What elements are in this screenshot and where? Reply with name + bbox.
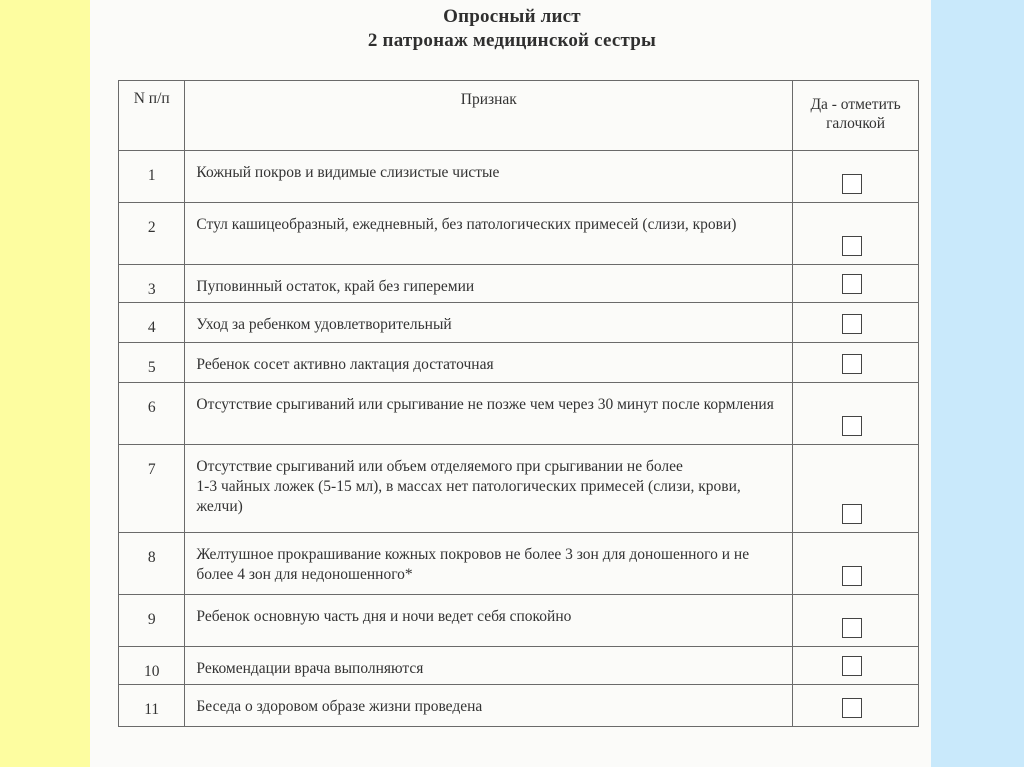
yes-checkbox[interactable] bbox=[842, 618, 862, 638]
row-mark-cell bbox=[793, 383, 919, 445]
row-number: 8 bbox=[119, 533, 185, 595]
header-number bbox=[119, 81, 185, 151]
row-mark-cell bbox=[793, 647, 919, 685]
row-number: 9 bbox=[119, 595, 185, 647]
row-number: 1 bbox=[119, 151, 185, 203]
row-criterion-text: Уход за ребенком удовлетворительный bbox=[185, 303, 793, 343]
header-mark bbox=[793, 81, 919, 151]
yes-checkbox[interactable] bbox=[842, 504, 862, 524]
form-title: Опросный лист bbox=[443, 6, 581, 27]
row-mark-cell bbox=[793, 151, 919, 203]
table-row bbox=[119, 151, 919, 203]
table-row bbox=[119, 383, 919, 445]
row-mark-cell bbox=[793, 445, 919, 533]
yes-checkbox[interactable] bbox=[842, 354, 862, 374]
right-color-band bbox=[931, 0, 1024, 767]
row-criterion-text: Ребенок сосет активно лактация достаточная bbox=[185, 343, 793, 383]
table-row bbox=[119, 647, 919, 685]
left-color-band bbox=[0, 0, 90, 767]
row-criterion-text: Пуповинный остаток, край без гиперемии bbox=[185, 265, 793, 303]
row-number: 10 bbox=[119, 647, 185, 685]
row-mark-cell bbox=[793, 533, 919, 595]
table-body bbox=[119, 151, 919, 727]
row-mark-cell bbox=[793, 343, 919, 383]
table-row bbox=[119, 265, 919, 303]
row-criterion-text: Стул кашицеобразный, ежедневный, без патологических примесей (слизи, крови) bbox=[185, 203, 793, 265]
header-criterion: Признак bbox=[185, 81, 793, 151]
yes-checkbox[interactable] bbox=[842, 174, 862, 194]
row-criterion-text: Отсутствие срыгиваний или объем отделяемого при срыгивании не более 1-3 чайных ложек (5-15 мл), в массах нет патологических примесей (слизи, крови, желчи) bbox=[185, 445, 793, 533]
table-row bbox=[119, 595, 919, 647]
row-criterion-text: Беседа о здоровом образе жизни проведена bbox=[185, 685, 793, 727]
table-row bbox=[119, 303, 919, 343]
table-row bbox=[119, 203, 919, 265]
yes-checkbox[interactable] bbox=[842, 698, 862, 718]
header-number-label: N п/п bbox=[133, 90, 170, 107]
form-subtitle: 2 патронаж медицинской сестры bbox=[367, 30, 657, 51]
table-row bbox=[119, 343, 919, 383]
row-mark-cell bbox=[793, 303, 919, 343]
row-mark-cell bbox=[793, 595, 919, 647]
row-number: 7 bbox=[119, 445, 185, 533]
yes-checkbox[interactable] bbox=[842, 656, 862, 676]
row-number: 11 bbox=[119, 685, 185, 727]
row-mark-cell bbox=[793, 203, 919, 265]
table-header-row bbox=[119, 81, 919, 151]
yes-checkbox[interactable] bbox=[842, 566, 862, 586]
row-number: 2 bbox=[119, 203, 185, 265]
row-criterion-text: Отсутствие срыгиваний или срыгивание не позже чем через 30 минут после кормления bbox=[185, 383, 793, 445]
row-mark-cell bbox=[793, 685, 919, 727]
row-criterion-text: Рекомендации врача выполняются bbox=[185, 647, 793, 685]
row-number: 6 bbox=[119, 383, 185, 445]
row-number: 3 bbox=[119, 265, 185, 303]
yes-checkbox[interactable] bbox=[842, 314, 862, 334]
yes-checkbox[interactable] bbox=[842, 236, 862, 256]
table-row bbox=[119, 685, 919, 727]
yes-checkbox[interactable] bbox=[842, 274, 862, 294]
questionnaire-table bbox=[118, 80, 919, 727]
row-criterion-text: Желтушное прокрашивание кожных покровов не более 3 зон для доношенного и не более 4 зон для недоношенного* bbox=[185, 533, 793, 595]
header-mark-label: Да - отметить галочкой bbox=[810, 96, 901, 132]
row-mark-cell bbox=[793, 265, 919, 303]
table-row bbox=[119, 445, 919, 533]
yes-checkbox[interactable] bbox=[842, 416, 862, 436]
table-row bbox=[119, 533, 919, 595]
row-criterion-text: Ребенок основную часть дня и ночи ведет себя спокойно bbox=[185, 595, 793, 647]
row-number: 4 bbox=[119, 303, 185, 343]
row-number: 5 bbox=[119, 343, 185, 383]
row-criterion-text: Кожный покров и видимые слизистые чистые bbox=[185, 151, 793, 203]
